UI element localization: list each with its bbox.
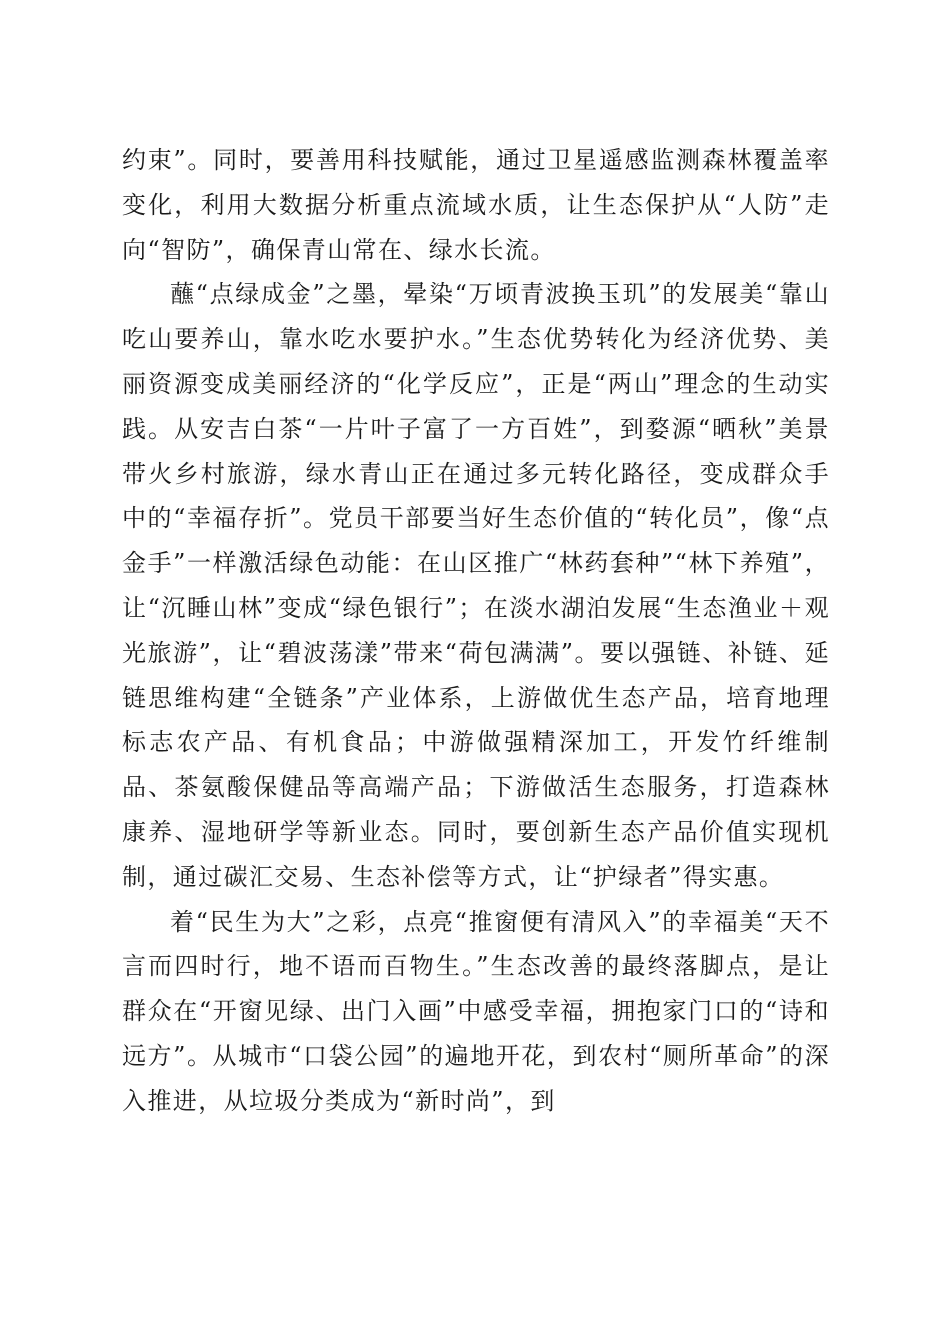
paragraph-green-into-gold: 蘸“点绿成金”之墨，晕染“万顷青波换玉玑”的发展美“靠山吃山要养山，靠水吃水要护水。”生态优势转化为经济优势、美丽资源变成美丽经济的“化学反应”，正是“两山”理念的生动实践。从安吉白茶“一片叶子富了一方百姓”，到婺源“晒秋”美景带火乡村旅游，绿水青山正在通过多元转化路径，变成群众手中的“幸福存折”。党员干部要当好生态价值的“转化员”，像“点金手”一样激活绿色动能：在山区推广“林药套种”“林下养殖”，让“沉睡山林”变成“绿色银行”；在淡水湖泊发展“生态渔业＋观光旅游”，让“碧波荡漾”带来“荷包满满”。要以强链、补链、延链思维构建“全链条”产业体系，上游做优生态产品，培育地理标志农产品、有机食品；中游做强精深加工，开发竹纤维制品、茶氨酸保健品等高端产品；下游做活生态服务，打造森林康养、湿地研学等新业态。同时，要创新生态产品价值实现机制，通过碳汇交易、生态补偿等方式，让“护绿者”得实惠。 xyxy=(122,280,830,891)
paragraph-continuation: 约束”。同时，要善用科技赋能，通过卫星遥感监测森林覆盖率变化，利用大数据分析重点流域水质，让生态保护从“人防”走向“智防”，确保青山常在、绿水长流。 xyxy=(122,146,830,264)
document-body xyxy=(122,138,830,1124)
paragraph-livelihood: 着“民生为大”之彩，点亮“推窗便有清风入”的幸福美“天不言而四时行，地不语而百物生。”生态改善的最终落脚点，是让群众在“开窗见绿、出门入画”中感受幸福，拥抱家门口的“诗和远方”。从城市“口袋公园”的遍地开花，到农村“厕所革命”的深入推进，从垃圾分类成为“新时尚”，到 xyxy=(122,907,830,1115)
